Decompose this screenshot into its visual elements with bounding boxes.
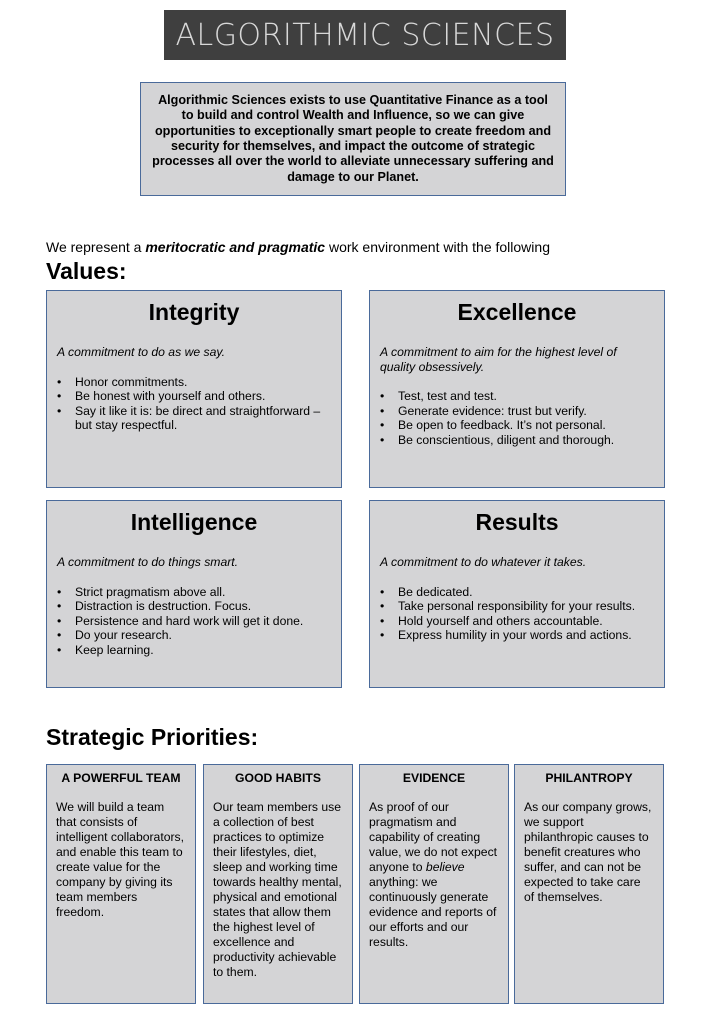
value-bullet: • Persistence and hard work will get it done. bbox=[57, 613, 304, 628]
value-title: Results bbox=[475, 509, 559, 535]
priority-text: As our company grows, we support philanthropic causes to benefit creatures who suffer, and can not be expected to take care of themselves. bbox=[524, 800, 652, 904]
company-banner bbox=[164, 10, 566, 60]
priority-card-team bbox=[46, 764, 196, 1004]
priority-card-habits bbox=[203, 764, 353, 1004]
value-bullet: • Strict pragmatism above all. bbox=[57, 584, 226, 599]
priority-title: PHILANTROPY bbox=[545, 771, 633, 785]
value-card-results bbox=[369, 500, 665, 688]
priority-text: Our team members use a collection of best practices to optimize their lifestyles, diet, sleep and working time towards healthy mental, physical and emotional states that allow them the highest level of excellence and productivity achievable to them. bbox=[213, 800, 342, 979]
priority-text: We will build a team that consists of intelligent collaborators, and enable this team to create value for the company by giving its team members freedom. bbox=[56, 800, 185, 919]
value-bullet: • Say it like it is: be direct and straightforward – but stay respectful. bbox=[57, 403, 321, 433]
intro-text-before: We represent a bbox=[46, 239, 146, 255]
value-bullet: • Honor commitments. bbox=[57, 374, 188, 389]
value-description: A commitment to do as we say. bbox=[57, 345, 225, 359]
value-bullet: • Generate evidence: trust but verify. bbox=[380, 403, 587, 418]
mission-statement-box bbox=[140, 82, 566, 196]
value-card-integrity bbox=[46, 290, 342, 488]
bullet-marker: • bbox=[380, 389, 385, 404]
values-heading: Values: bbox=[46, 258, 127, 284]
value-bullet: • Keep learning. bbox=[57, 642, 154, 657]
value-bullet: • Distraction is destruction. Focus. bbox=[57, 599, 252, 614]
value-bullet: • Hold yourself and others accountable. bbox=[380, 613, 603, 628]
priority-emphasis: believe bbox=[425, 860, 465, 874]
value-title: Integrity bbox=[148, 299, 240, 325]
bullet-marker: • bbox=[380, 613, 385, 628]
priority-card-philanthropy bbox=[514, 764, 664, 1004]
value-bullet: • Do your research. bbox=[57, 628, 172, 643]
priority-title: GOOD HABITS bbox=[235, 771, 321, 785]
bullet-marker: • bbox=[57, 642, 62, 657]
bullet-marker: • bbox=[57, 599, 62, 614]
mission-statement: Algorithmic Sciences exists to use Quantitative Finance as a tool to build and control Wealth and Influence, so we can give opportunities to exceptionally smart people to create freedom and security for themselves, and impact the outcome of strategic processes all over the world to alleviate unnecessary suffering and damage to our Planet. bbox=[152, 92, 554, 184]
value-bullet-list bbox=[57, 585, 331, 658]
bullet-marker: • bbox=[380, 584, 385, 599]
priority-text: As proof of our pragmatism and capability of creating value, we do not expect anyone to believe anything: we continuously generate evidence and reports of our efforts and our results. bbox=[369, 800, 498, 949]
bullet-marker: • bbox=[380, 403, 385, 418]
bullet-marker: • bbox=[57, 628, 62, 643]
value-bullet: • Test, test and test. bbox=[380, 389, 497, 404]
intro-text-after: work environment with the following bbox=[325, 239, 550, 255]
value-bullet: • Be honest with yourself and others. bbox=[57, 389, 266, 404]
value-card-excellence bbox=[369, 290, 665, 488]
value-bullet-list bbox=[57, 375, 331, 433]
company-name: ALGORITHMIC SCIENCES bbox=[175, 17, 555, 53]
value-title: Intelligence bbox=[130, 509, 258, 535]
bullet-marker: • bbox=[380, 628, 385, 643]
priorities-heading: Strategic Priorities: bbox=[46, 724, 259, 750]
value-bullet: • Express humility in your words and actions. bbox=[380, 628, 632, 643]
value-description: A commitment to aim for the highest level of quality obsessively. bbox=[380, 345, 617, 374]
priority-title: A POWERFUL TEAM bbox=[61, 771, 181, 785]
priority-card-evidence bbox=[359, 764, 509, 1004]
bullet-marker: • bbox=[57, 374, 62, 389]
bullet-marker: • bbox=[57, 403, 62, 418]
value-bullet: • Take personal responsibility for your results. bbox=[380, 599, 636, 614]
bullet-marker: • bbox=[380, 599, 385, 614]
value-card-intelligence bbox=[46, 500, 342, 688]
bullet-marker: • bbox=[57, 389, 62, 404]
priority-title: EVIDENCE bbox=[402, 771, 466, 785]
bullet-marker: • bbox=[57, 584, 62, 599]
bullet-marker: • bbox=[380, 432, 385, 447]
value-bullet-list bbox=[380, 389, 654, 447]
intro-emphasis: meritocratic and pragmatic bbox=[145, 239, 326, 255]
bullet-marker: • bbox=[57, 613, 62, 628]
value-bullet-list bbox=[380, 585, 654, 643]
value-title: Excellence bbox=[457, 299, 577, 325]
value-description: A commitment to do things smart. bbox=[57, 555, 239, 569]
intro-line bbox=[46, 239, 550, 255]
value-bullet: • Be open to feedback. It’s not personal. bbox=[380, 418, 606, 433]
bullet-marker: • bbox=[380, 418, 385, 433]
value-description: A commitment to do whatever it takes. bbox=[380, 555, 587, 569]
value-bullet: • Be conscientious, diligent and thorough. bbox=[380, 432, 615, 447]
value-bullet: • Be dedicated. bbox=[380, 584, 473, 599]
